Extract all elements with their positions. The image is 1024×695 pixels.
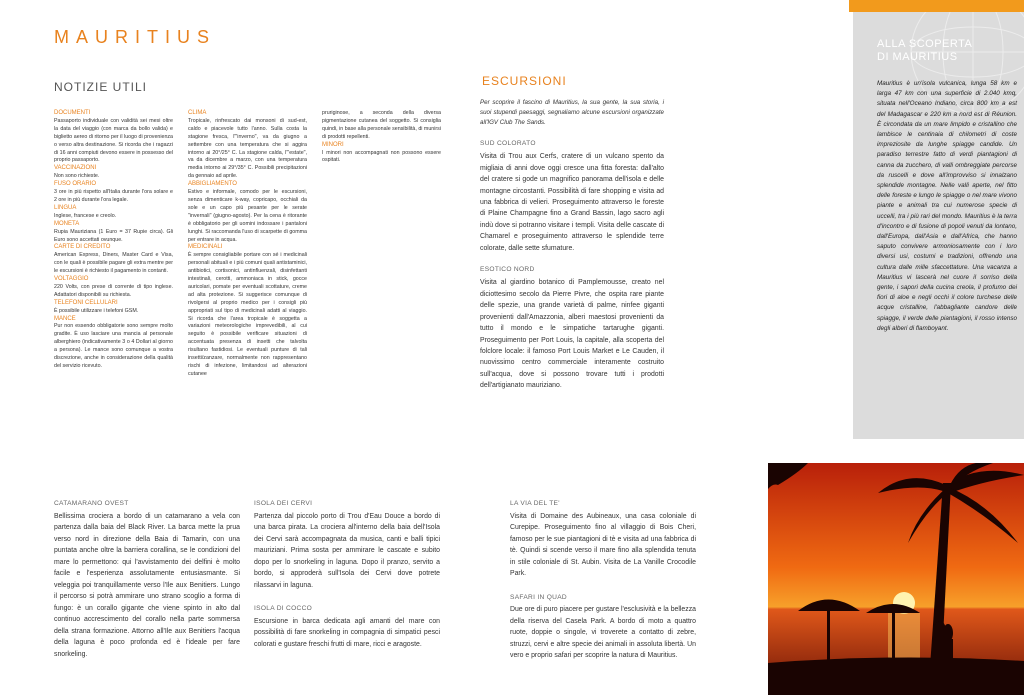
notizie-block: TELEFONI CELLULARI È possibile utilizzare i telefoni GSM.: [54, 299, 139, 314]
section-text: Visita al giardino botanico di Pamplemousse, creato nel diciottesimo secolo da Pierre Pivre, che ospita rare piante delle spezie, una grande varietà di palme, ninfee giganti provenienti dall'Amazzonia, alberi maestosi provenienti da tutto il mondo e le simpatiche tartarughe giganti. Proseguimento per Port Louis, la capitale, alla scoperta del folclore locale: il famoso Port Louis Market e Le Cauden, il nuovissimo centro commerciale interamente costruito sull'acqua, dove si possono trovare tutti i prodotti dell'artigianato mauriziano.: [480, 279, 664, 390]
section-text: Escursione in barca dedicata agli amanti del mare con possibilità di fare snorkeling in compagnia di simpatici pesci colorati e gustare freschi frutti di mare, ricci e aragoste.: [254, 617, 440, 648]
section-text: Due ore di puro piacere per gustare l'esclusività e la bellezza della riserva del Casela Park. A bordo di moto a quattro ruote, doppie o singole, vi troverete a contatto di zebre, struzzi, cervi e altre specie dei animali in assoluta libertà. Un vero e proprio safari per scoprire la natura di Mauritius.: [510, 606, 696, 659]
notizie-block: CARTE DI CREDITO American Express, Diners, Master Card e Visa, con le quali è possibile pagare gli extra mentre per le escursioni è richiesto il pagamento in contanti.: [54, 244, 173, 275]
section-label: CATAMARANO OVEST: [54, 500, 129, 507]
section-label: LA VIA DEL TE': [510, 500, 560, 507]
notizie-column-1: [54, 110, 173, 371]
notizie-column-2: [188, 110, 307, 379]
bottom-column-3: [510, 498, 696, 662]
bottom-column-2: [254, 498, 440, 650]
escursioni-intro: Per scoprire il fascino di Mauritius, la sua gente, la sua storia, i suoi stupendi paesaggi, segnaliamo alcune escursioni organizzate all'IGV Club The Sands.: [480, 99, 664, 126]
page-title: MAURITIUS: [54, 27, 216, 47]
top-accent-bar: [849, 0, 1024, 12]
notizie-block: ABBIGLIAMENTO Estivo e informale, comodo per le escursioni, senza dimenticare k-way, copricapo, occhiali da sole e un capo più pesante per le serate "invernali" (giugno-agosto). Per la cena è ritorante è obbligatorio per gli uomini indossare i pantaloni lunghi. Si raccomanda l'uso di scarpette di gomma per entrare in acqua.: [188, 181, 307, 243]
notizie-column-3: [322, 110, 441, 165]
section-label: ESOTICO NORD: [480, 266, 535, 274]
escursioni-column: [480, 98, 664, 392]
sunset-palm-image: [768, 463, 1024, 695]
section-text: Bellissima crociera a bordo di un catamarano a vela con partenza dalla baia del Black River. La barca mette la prua verso nord in direzione della Baia di Tamarin, con una puntata anche oltre la barriera corallina, se le condizioni del mare lo permettono: qui l'avvistamento dei delfini è molto facile e l'esperienza assolutamente entusiasmante. Si veleggia poi tranquillamente verso l'Ile aux Benitiers. Lungo il percorso si potrà ammirare uno strano scoglio a forma di fungo: è un corallo gigante che viene spinto in alto dal continuo accrescimento del corallo nella parte sommersa della strana formazione. Attorno all'Ile aux Benitiers l'acqua della laguna è poco profonda ed è l'ideale per fare snorkeling.: [54, 512, 240, 658]
bottom-column-1: [54, 498, 240, 660]
section-label: SAFARI IN QUAD: [510, 593, 567, 601]
notizie-block: MONETA Rupia Mauriziana (1 Euro = 37 Rupie circa). Gli Euro sono accettati ovunque.: [54, 220, 173, 243]
notizie-block: MEDICINALI È sempre consigliabile portare con sé i medicinali personali abituali e i più comuni quali antistaminici, antibiotici, cortisonici, antinfluenzali, disinfettanti intestinali, cerotti, ammoniaca in stick, gocce auricolari, pomate per eventuali scottature, creme ad alta protezione. Si suggerisce comunque di rivolgersi al proprio medico per i consigli più appropriati sul tipo di medicinali adatti al viaggio. Si ricorda che l'area tropicale è soggetta a variazioni meteorologiche imprevedibili, al cui seguito è possibile verificare situazioni di accentuata presenza di insetti che talvolta risultano fastidiosi. Le eventuali punture di tali insetti/zanzare, normalmente non rappresentano rischi di infezione, limitandosi ad alterazioni cutanee: [188, 244, 307, 377]
notizie-block: VOLTAGGIO 220 Volts, con prese di corrente di tipo inglese. Adattatori disponibili su richiesta.: [54, 276, 173, 298]
section-text: Visita di Trou aux Cerfs, cratere di un vulcano spento da migliaia di anni dove oggi cresce una fitta foresta: dall'alto del cratere si gode un magnifico panorama dell'isola e delle montagne circostanti. Possibilità di fare shopping e visita ad una fabbrica di velieri. Proseguimento attraverso le foreste di Plaine Champagne fino a Grand Bassin, lago sacro agli indù dove si potranno visitare i templi. Visita delle cascate di Chamarel e proseguimento attraverso le splendide terre colorate, dalle sette sfumature.: [480, 153, 664, 252]
section-text: Visita di Domaine des Aubineaux, una casa coloniale di Curepipe. Proseguimento fino al villaggio di Bois Cheri, famoso per le sue piantagioni di tè e visita ad una fabbrica di tè. Quindi si scende verso il mare fino alla splendida tenuta in stile coloniale di St. Aubin. Visita de La Vanille Crocodile Park.: [510, 512, 696, 577]
notizie-block: MANCE Pur non essendo obbligatorie sono sempre molto gradite. È uso lasciare una mancia al personale alberghiero (indicativamente 3 o 4 Dollari al giorno a persona). Le mance sono comunque a vostra discrezione, anche in considerazione della qualità del servizio ricevuto.: [54, 315, 173, 369]
sunset-photo: [768, 463, 1024, 695]
notizie-block: VACCINAZIONI Non sono richieste.: [54, 165, 100, 180]
section-label: ISOLA DEI CERVI: [254, 500, 313, 507]
sidebar-text: Mauritius è un'isola vulcanica, lunga 58 km e larga 47 km con una superficie di 2.040 kmq, situata nell'Oceano Indiano, circa 800 km a est del Madagascar e 220 km a nord est di Réunion. È circondata da un mare limpido e cristallino che lambisce le centinaia di chilometri di coste impreziosite da lunghe spiagge candide. Un paradiso terrestre fatto di verdi piantagioni di canna da zucchero, di valli ombreggiate percorse da ruscelli e dove all'improvviso si innalzano splendide montagne. Nelle valli aperte, nel fitto delle foreste e lungo le spiagge o nel mare vivono piante e animali tra cui numerose specie di uccelli, tra i più rari del mondo. Mauritius è la terra d'incontro e di fusione di popoli venuti da lontano, dall'Europa, dall'Asia e dall'Africa, che hanno saputo convivere armoniosamente con i loro diversi usi, costumi e tradizioni, offrendo una cultura dalle mille sfaccettature. Una vacanza a Mauritius vi lascerà nel cuore il sorriso della gente, i sapori della cucina creola, il profumo dei fiori di aloe e negli occhi il colore turchese delle acque cristalline, l'abbagliante candore delle spiagge, il verde delle piantagioni, il rosso intenso degli alberi di flamboyant.: [877, 80, 1017, 332]
notizie-block: CLIMA Tropicale, rinfrescato dai monsoni di sud-est, caldo e piacevole tutto l'anno. Sulla costa la stagione fresca, l'"inverno", va da giugno a settembre con una temperatura che si aggira intorno ai 20°/25° C. La stagione calda, l'"estate", va da dicembre a marzo, con una temperatura media intorno ai 29°/35° C. Possibili precipitazioni da gennaio ad aprile.: [188, 110, 307, 180]
notizie-block: pruriginose, a seconda della diversa pigmentazione cutanea del soggetto. Si consiglia quindi, in base alla personale sensibilità, di munirsi di prodotti repellenti.: [322, 110, 441, 140]
section-label: SUD COLORATO: [480, 140, 536, 147]
section-label: ISOLA DI COCCO: [254, 605, 313, 612]
section-text: Partenza dal piccolo porto di Trou d'Eau Douce a bordo di una barca pirata. La crociera all'interno della baia dell'Isola dei Cervi sarà accompagnata da musica, canti e balli tipici mauriziani. Prima sosta per ammirare le cascate e subito dopo per lo snorkeling in laguna. Dopo il pranzo, servito a bordo, si approderà sull'Isola dei Cervi dove potrete rilassarvi in laguna.: [254, 512, 440, 589]
sidebar-title: ALLA SCOPERTA DI MAURITIUS: [877, 38, 973, 63]
notizie-block: FUSO ORARIO 3 ore in più rispetto all'Italia durante l'ora solare e 2 ore in più durante l'ora legale.: [54, 181, 173, 203]
notizie-block: DOCUMENTI Passaporto individuale con validità sei mesi oltre la data del viaggio (con marca da bollo valida) e biglietto aereo di ritorno per il luogo di provenienza o verso altra destinazione. Si ricorda che i ragazzi di 16 anni compiuti devono essere in possesso del proprio passaporto.: [54, 110, 173, 164]
notizie-block: MINORI I minori non accompagnati non possono essere ospitati.: [322, 141, 441, 164]
notizie-block: LINGUA Inglese, francese e creolo.: [54, 204, 117, 219]
notizie-heading: NOTIZIE UTILI: [54, 80, 148, 94]
escursioni-heading: ESCURSIONI: [482, 74, 567, 88]
